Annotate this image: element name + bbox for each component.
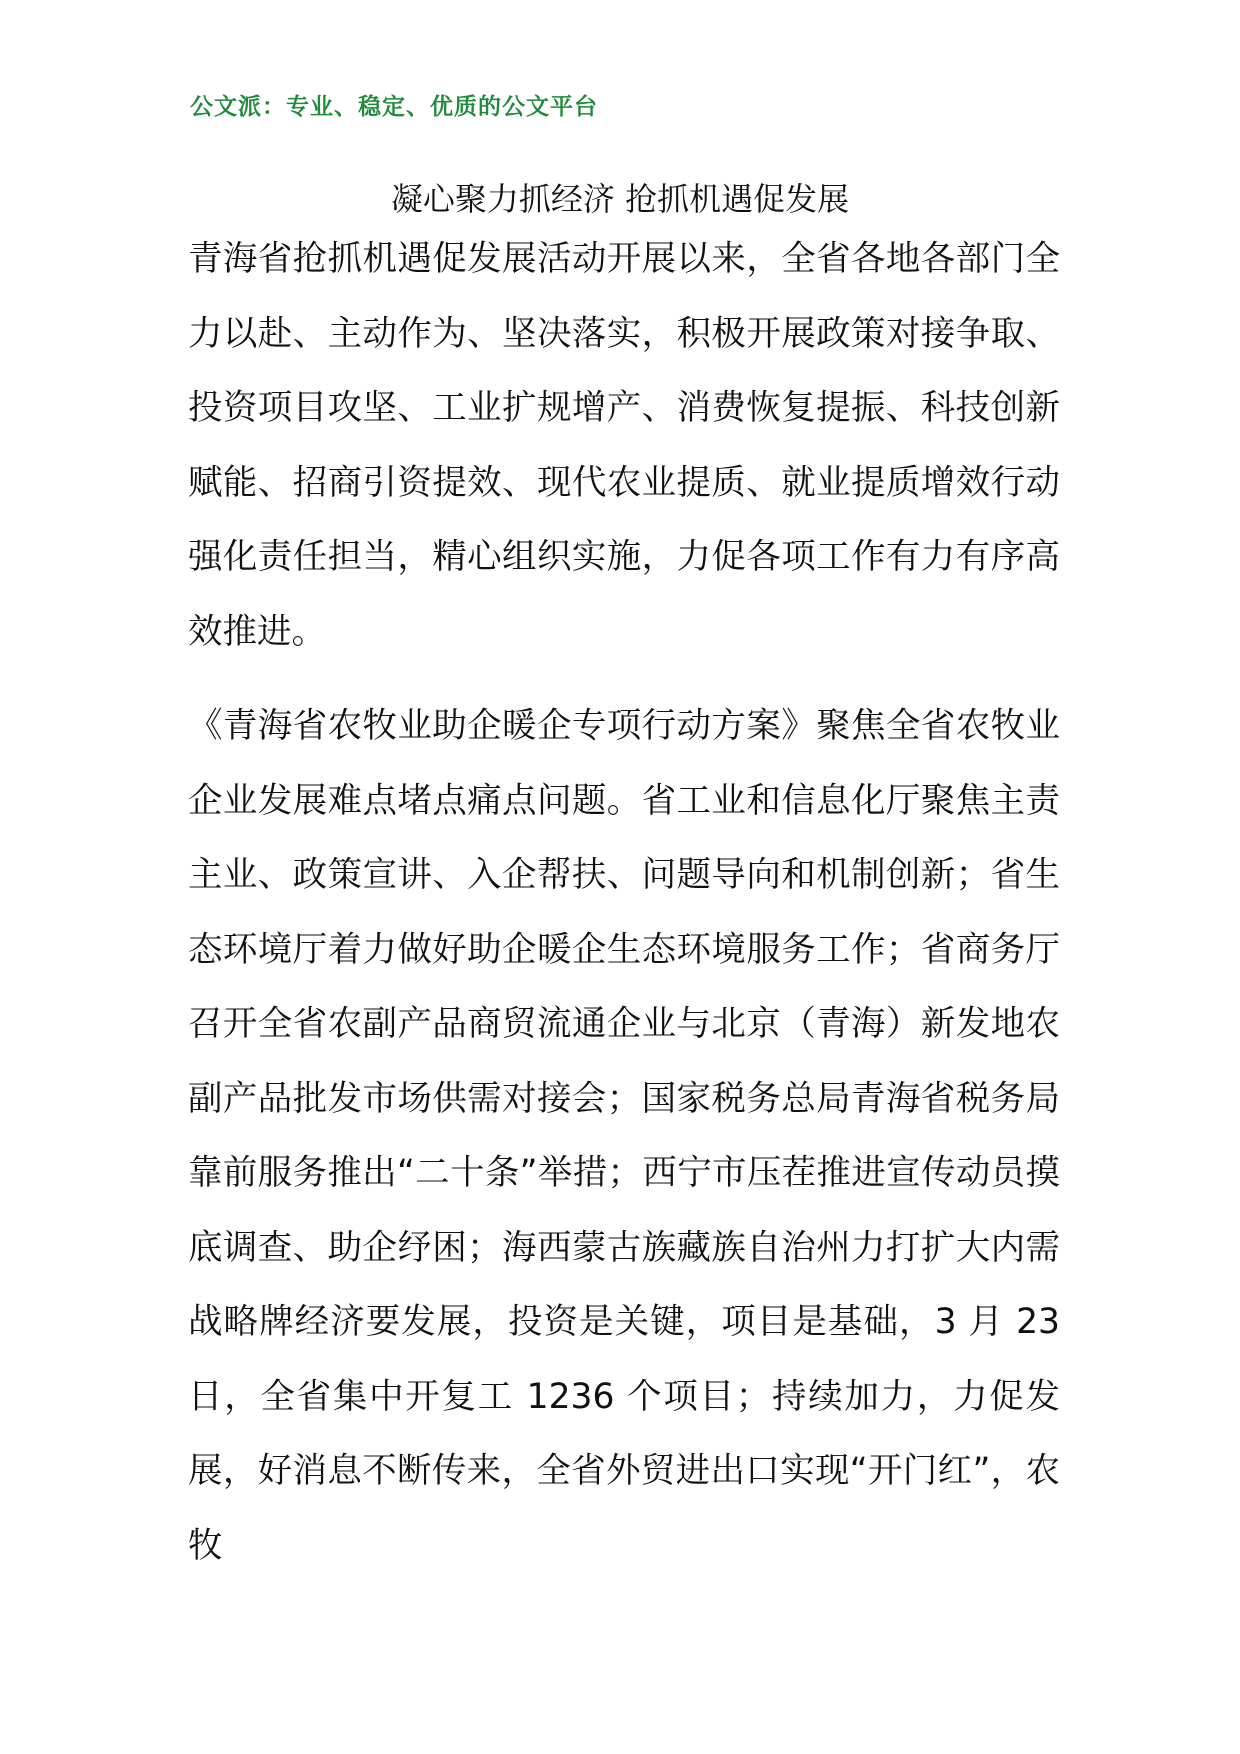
body-paragraph-1: 青海省抢抓机遇促发展活动开展以来，全省各地各部门全力以赴、主动作为、坚决落实，积极开展政策对接争取、投资项目攻坚、工业扩规增产、消费恢复提振、科技创新赋能、招商引资提效、现代农业提质、就业提质增效行动强化责任担当，精心组织实施，力促各项工作有力有序高效推进。 <box>188 239 1060 652</box>
document-body <box>188 222 1060 1603</box>
document-title: 凝心聚力抓经济 抢抓机遇促发展 <box>390 180 850 218</box>
site-brand-header: 公文派：专业、稳定、优质的公文平台 <box>190 93 598 120</box>
body-paragraph-2: 《青海省农牧业助企暖企专项行动方案》聚焦全省农牧业企业发展难点堵点痛点问题。省工业和信息化厅聚焦主责主业、政策宣讲、入企帮扶、问题导向和机制创新；省生态环境厅着力做好助企暖企生态环境服务工作；省商务厅召开全省农副产品商贸流通企业与北京（青海）新发地农副产品批发市场供需对接会；国家税务总局青海省税务局靠前服务推出“二十条”举措；西宁市压茬推进宣传动员摸底调查、助企纾困；海西蒙古族藏族自治州力打扩大内需战略牌经济要发展，投资是关键，项目是基础，3 月 23 日，全省集中开复工 1236 个项目；持续加力，力促发展，好消息不断传来，全省外贸进出口实现“开门红”，农牧 <box>188 706 1060 1566</box>
